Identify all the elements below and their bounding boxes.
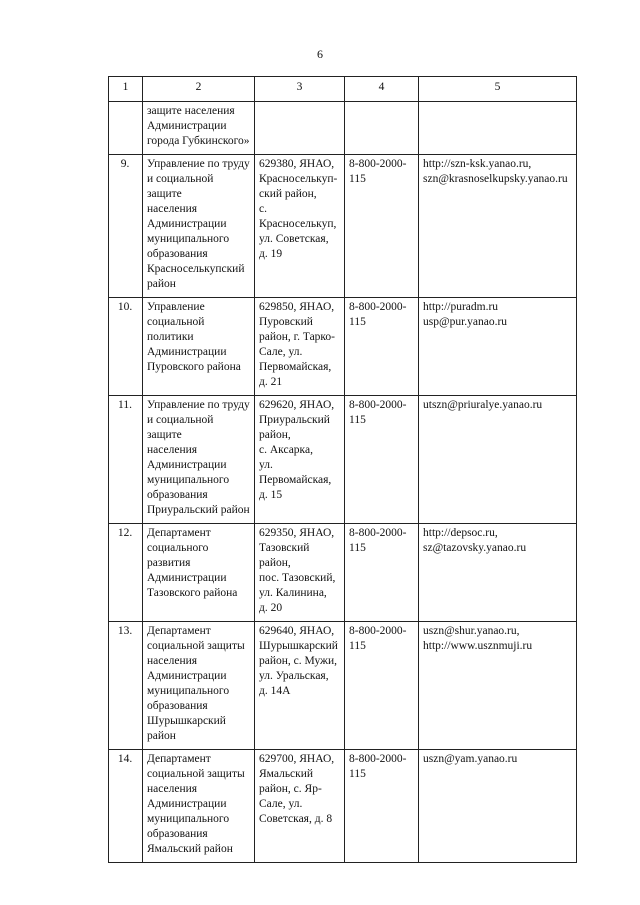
website-email: uszn@yam.yanao.ru — [419, 750, 577, 863]
organization-name: Департамент социальной защиты населения Администрации муниципального образования Шурышкарский район — [143, 622, 255, 750]
row-number: 9. — [109, 155, 143, 298]
organization-name: защите населения Администрации города Губкинского» — [143, 102, 255, 155]
website-email: uszn@shur.yanao.ru, http://www.usznmuji.ru — [419, 622, 577, 750]
postal-address: 629700, ЯНАО, Ямальский район, с. Яр- Сале, ул. Советская, д. 8 — [255, 750, 345, 863]
organization-name: Департамент социального развития Администрации Тазовского района — [143, 524, 255, 622]
table-header-row — [109, 77, 577, 102]
postal-address: 629620, ЯНАО, Приуральский район, с. Аксарка, ул. Первомайская, д. 15 — [255, 396, 345, 524]
row-number: 10. — [109, 298, 143, 396]
column-header: 1 — [109, 77, 143, 102]
table-row — [109, 622, 577, 750]
column-header: 2 — [143, 77, 255, 102]
postal-address: 629380, ЯНАО, Красноселькуп- ский район, с. Красноселькуп, ул. Советская, д. 19 — [255, 155, 345, 298]
organization-name: Управление по труду и социальной защите населения Администрации муниципального образования Приуральский район — [143, 396, 255, 524]
table-row — [109, 396, 577, 524]
row-number: 12. — [109, 524, 143, 622]
website-email: http://szn-ksk.yanao.ru, szn@krasnoselkupsky.yanao.ru — [419, 155, 577, 298]
table-row — [109, 524, 577, 622]
row-number — [109, 102, 143, 155]
phone-number: 8-800-2000- 115 — [345, 396, 419, 524]
column-header: 3 — [255, 77, 345, 102]
phone-number: 8-800-2000- 115 — [345, 298, 419, 396]
phone-number: 8-800-2000- 115 — [345, 622, 419, 750]
table-row — [109, 750, 577, 863]
postal-address — [255, 102, 345, 155]
postal-address: 629850, ЯНАО, Пуровский район, г. Тарко- Сале, ул. Первомайская, д. 21 — [255, 298, 345, 396]
row-number: 14. — [109, 750, 143, 863]
organization-name: Департамент социальной защиты населения Администрации муниципального образования Ямальский район — [143, 750, 255, 863]
table-body — [109, 77, 577, 863]
table-row — [109, 155, 577, 298]
postal-address: 629350, ЯНАО, Тазовский район, пос. Тазовский, ул. Калинина, д. 20 — [255, 524, 345, 622]
row-number: 13. — [109, 622, 143, 750]
row-number: 11. — [109, 396, 143, 524]
website-email: utszn@priuralye.yanao.ru — [419, 396, 577, 524]
column-header: 4 — [345, 77, 419, 102]
phone-number — [345, 102, 419, 155]
website-email — [419, 102, 577, 155]
website-email: http://depsoc.ru, sz@tazovsky.yanao.ru — [419, 524, 577, 622]
organization-name: Управление социальной политики Администрации Пуровского района — [143, 298, 255, 396]
phone-number: 8-800-2000- 115 — [345, 524, 419, 622]
table-row — [109, 298, 577, 396]
phone-number: 8-800-2000- 115 — [345, 750, 419, 863]
table-row — [109, 102, 577, 155]
organization-name: Управление по труду и социальной защите населения Администрации муниципального образования Красноселькупский район — [143, 155, 255, 298]
website-email: http://puradm.ru usp@pur.yanao.ru — [419, 298, 577, 396]
contacts-table — [108, 76, 577, 863]
postal-address: 629640, ЯНАО, Шурышкарский район, с. Мужи, ул. Уральская, д. 14А — [255, 622, 345, 750]
page-number: 6 — [317, 47, 323, 61]
column-header: 5 — [419, 77, 577, 102]
phone-number: 8-800-2000- 115 — [345, 155, 419, 298]
